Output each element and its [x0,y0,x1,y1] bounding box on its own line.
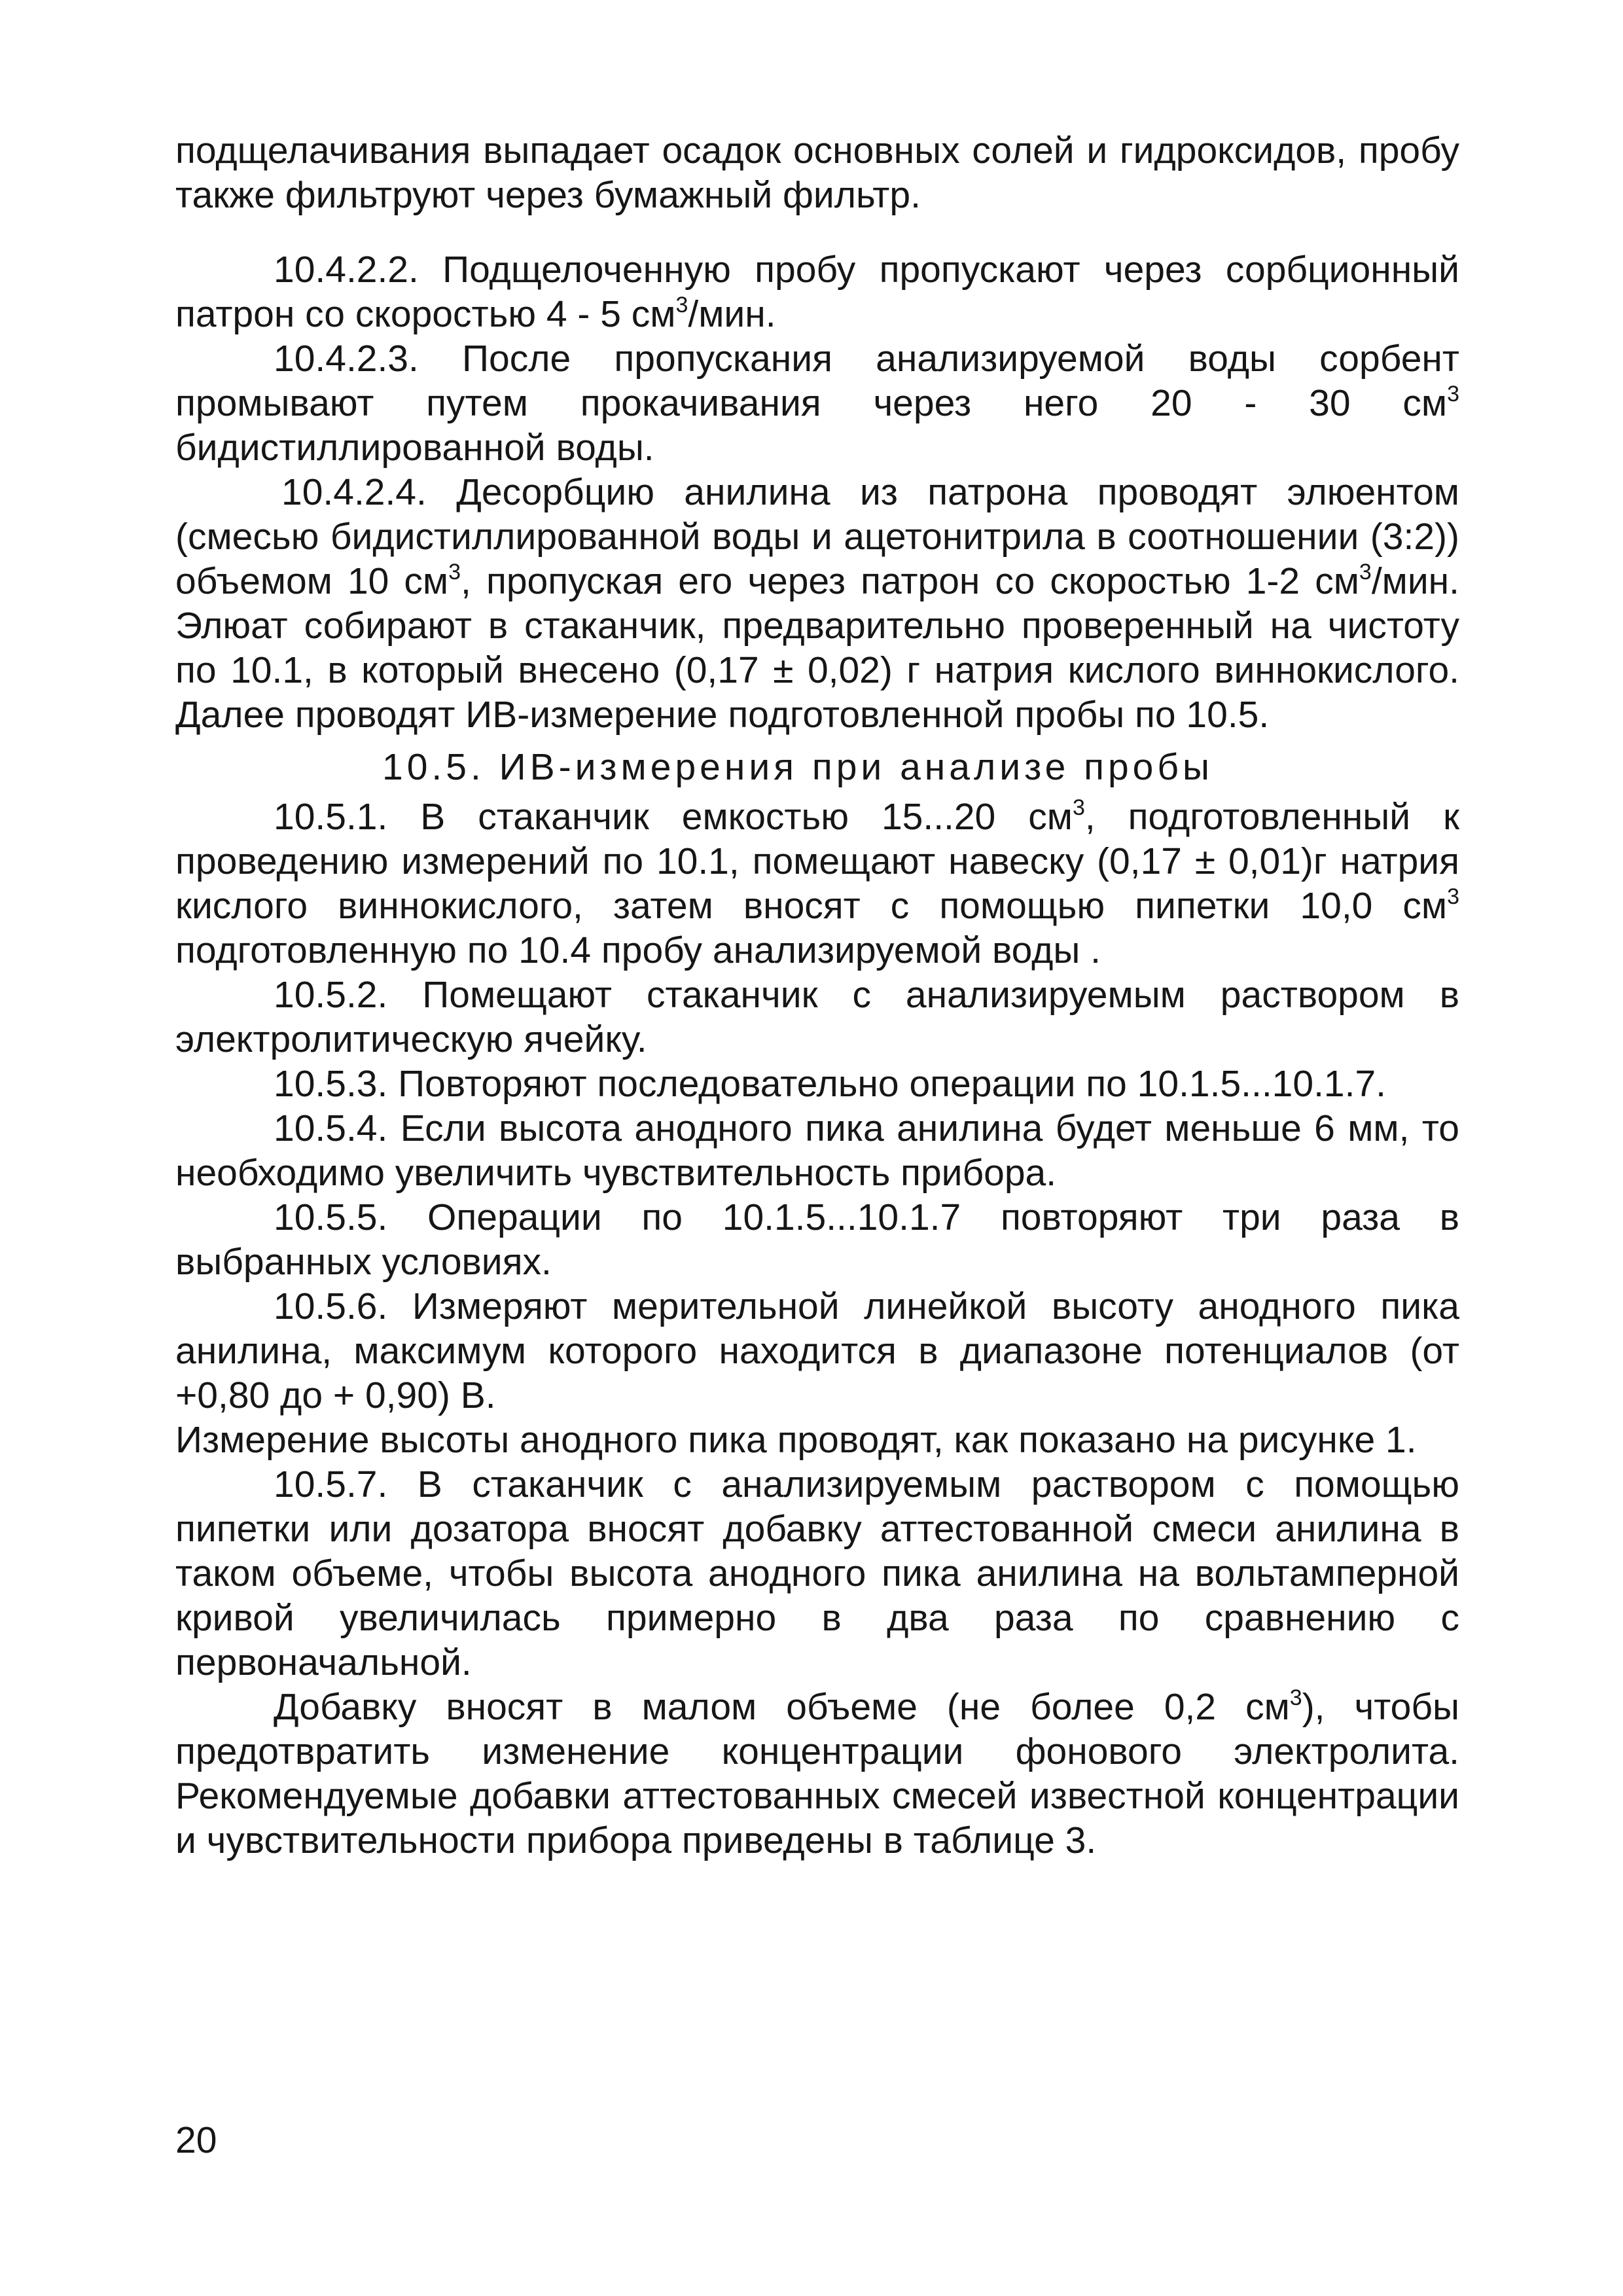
superscript: 3 [1289,1685,1302,1710]
paragraph-measurement-note: Измерение высоты анодного пика проводят, как показано на рисунке 1. [175,1419,1417,1461]
text-run: Добавку вносят в малом объеме (не более 0,2 см [274,1686,1290,1728]
superscript: 3 [1359,560,1372,584]
paragraph-10-5-7: 10.5.7. В стаканчик с анализируемым раствором с помощью пипетки или дозатора вносят добавку аттестованной смеси анилина в таком объеме, чтобы высота анодного пика анилина на вольтамперной кривой увеличилась примерно в два раза по сравнению с первоначальной. [175,1463,1459,1683]
paragraph-10-5-6: 10.5.6. Измеряют мерительной линейкой высоту анодного пика анилина, максимум которого находится в диапазоне потенциалов (от +0,80 до + 0,90) В. [175,1285,1459,1416]
paragraph-continuation: подщелачивания выпадает осадок основных солей и гидроксидов, пробу также фильтруют через бумажный фильтр. [175,130,1459,216]
paragraph-addition-note [175,1685,1459,1863]
section-heading: 10.5. ИВ-измерения при анализе пробы [382,746,1213,788]
text-run: 10.4.2.2. Подщелоченную пробу пропускают через сорбционный патрон со скоростью 4 - 5 см [175,249,1459,335]
superscript: 3 [1447,884,1459,909]
paragraph-10-5-4: 10.5.4. Если высота анодного пика анилина будет меньше 6 мм, то необходимо увеличить чувствительность прибора. [175,1107,1459,1194]
text-run: 10.4.2.3. После пропускания анализируемой воды сорбент промывают путем прокачивания через него 20 - 30 см [175,338,1459,424]
superscript: 3 [448,560,461,584]
superscript: 3 [1072,795,1085,820]
text-run: ), чтобы предотвратить изменение концентрации фонового электролита. Рекомендуемые добавки аттестованных смесей известной концентрации и чувствительности прибора приведены в таблице 3. [175,1686,1460,1861]
paragraph-10-4-2-4 [175,470,1459,737]
text-run: /мин. [688,293,776,335]
paragraph-10-5-1 [175,795,1459,973]
superscript: 3 [1447,382,1459,406]
text-run: , пропуская его через патрон со скоростью 1-2 см [461,560,1359,602]
text-run: , подготовленный к проведению измерений по 10.1, помещают навеску (0,17 ± 0,01)г натрия кислого виннокислого, затем вносят с помощью пипетки 10,0 см [175,796,1460,927]
text-run: 10.5.1. В стаканчик емкостью 15...20 см [274,796,1073,838]
text-run: 10.4.2.4. Десорбцию анилина из патрона проводят элюентом (смесью бидистиллированной воды и ацетонитрила в соотношении (3:2)) объемом 10 см [175,471,1459,602]
paragraph-10-4-2-2 [175,247,1459,336]
document-page [175,128,1459,1863]
text-run: подготовленную по 10.4 пробу анализируемой воды . [175,929,1101,971]
paragraph-10-4-2-3 [175,336,1459,470]
paragraph-10-5-5: 10.5.5. Операции по 10.1.5...10.1.7 повторяют три раза в выбранных условиях. [175,1196,1459,1283]
page-number: 20 [175,2119,217,2161]
paragraph-10-5-2: 10.5.2. Помещают стаканчик с анализируемым раствором в электролитическую ячейку. [175,974,1459,1060]
paragraph-10-5-3: 10.5.3. Повторяют последовательно операции по 10.1.5...10.1.7. [274,1063,1386,1105]
text-run: бидистиллированной воды. [175,427,654,469]
superscript: 3 [675,293,688,317]
text-run: /мин. Элюат собирают в стаканчик, предварительно проверенный на чистоту по 10.1, в который внесено (0,17 ± 0,02) г натрия кислого виннокислого. Далее проводят ИВ-измерение подготовленной пробы по 10.5. [175,560,1459,736]
